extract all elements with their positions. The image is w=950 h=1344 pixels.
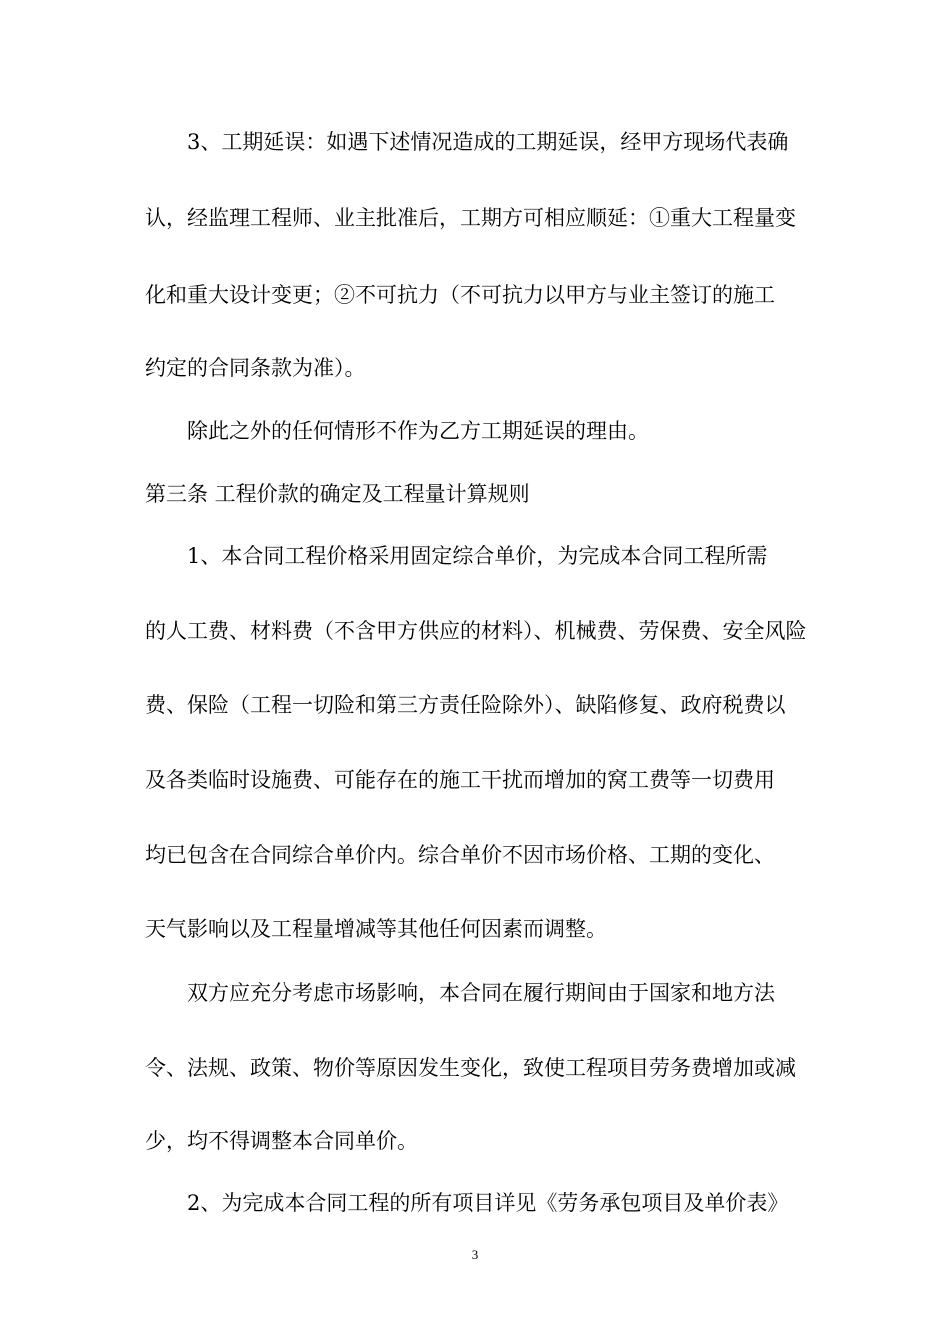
text-line: 化和重大设计变更；②不可抗力（不可抗力以甲方与业主签订的施工 <box>145 283 775 307</box>
article-heading: 第三条 工程价款的确定及工程量计算规则 <box>145 482 530 506</box>
page-number: 3 <box>471 1247 479 1262</box>
text-line: 3、工期延误：如遇下述情况造成的工期延误，经甲方现场代表确 <box>187 130 789 154</box>
text-line: 认，经监理工程师、业主批准后，工期方可相应顺延：①重大工程量变 <box>145 206 796 230</box>
text-line: 少，均不得调整本合同单价。 <box>145 1129 418 1153</box>
text-line: 天气影响以及工程量增减等其他任何因素而调整。 <box>145 917 607 941</box>
text-line: 双方应充分考虑市场影响，本合同在履行期间由于国家和地方法 <box>187 981 775 1005</box>
text-line: 除此之外的任何情形不作为乙方工期延误的理由。 <box>187 419 649 443</box>
text-line: 的人工费、材料费（不含甲方供应的材料）、机械费、劳保费、安全风险 <box>145 619 807 643</box>
text-line: 令、法规、政策、物价等原因发生变化，致使工程项目劳务费增加或减 <box>145 1056 796 1080</box>
text-line: 均已包含在合同综合单价内。综合单价不因市场价格、工期的变化、 <box>145 843 775 867</box>
text-line: 1、本合同工程价格采用固定综合单价，为完成本合同工程所需 <box>187 544 768 568</box>
text-line: 费、保险（工程一切险和第三方责任险除外）、缺陷修复、政府税费以 <box>145 693 786 717</box>
text-line: 约定的合同条款为准）。 <box>145 356 366 380</box>
text-line: 及各类临时设施费、可能存在的施工干扰而增加的窝工费等一切费用 <box>145 768 775 792</box>
text-line: 2、为完成本合同工程的所有项目详见《劳务承包项目及单价表》 <box>187 1191 789 1215</box>
